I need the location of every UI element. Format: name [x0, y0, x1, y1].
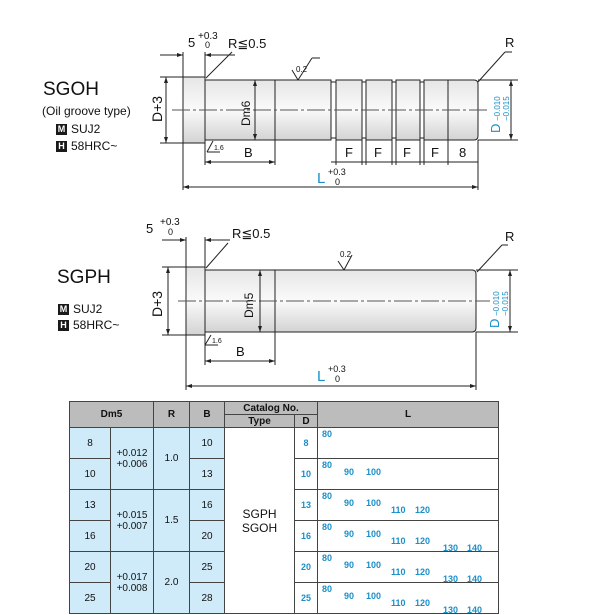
spec-table [69, 401, 499, 614]
l-value: 80 [322, 553, 333, 563]
sgph-shank-dia: Dm5 [242, 292, 256, 318]
tolerance-cell [111, 428, 154, 490]
l-value: 100 [366, 498, 382, 508]
sgph-head-tol: +0.3 [160, 217, 180, 228]
l-cell [318, 428, 499, 459]
l-value: 100 [366, 467, 382, 477]
sgph-l: L [317, 368, 326, 385]
tolerance-cell [111, 490, 154, 552]
sgph-r: R [505, 229, 515, 244]
l-value: 80 [322, 522, 333, 532]
l-value: 120 [415, 598, 431, 608]
tolerance-lower: +0.006 [116, 458, 148, 470]
sgoh-b: B [244, 145, 253, 160]
r-cell: 1.0 [154, 428, 190, 490]
l-value: 120 [415, 536, 431, 546]
dm5-cell: 13 [70, 490, 111, 521]
dm5-cell: 16 [70, 521, 111, 552]
sgoh-r: R [505, 35, 515, 50]
sgoh-shank-dia: Dm6 [239, 100, 253, 126]
d-cell: 20 [295, 552, 318, 583]
l-value: 90 [344, 467, 355, 477]
d-cell: 16 [295, 521, 318, 552]
sgph-finish: 0.2 [340, 250, 352, 259]
tolerance-upper: +0.017 [116, 571, 148, 583]
l-value: 130 [443, 543, 459, 553]
type-cell [225, 428, 295, 614]
l-value: 110 [391, 567, 406, 577]
l-value: 130 [443, 605, 459, 615]
type-value: SGOH [241, 520, 278, 535]
l-value: 80 [322, 584, 333, 594]
l-cell [318, 583, 499, 614]
sgph-radius-top: R≦0.5 [232, 226, 271, 241]
l-cell [318, 459, 499, 490]
sgph-l-tol: +0.3 [328, 364, 346, 374]
l-value: 90 [344, 529, 355, 539]
header-d: D [295, 415, 318, 428]
l-value: 80 [322, 429, 333, 439]
material-badge-icon: M [57, 123, 66, 134]
l-cell [318, 521, 499, 552]
sgph-d-right: D [487, 318, 502, 328]
tolerance-lower: +0.007 [116, 520, 148, 532]
r-cell: 2.0 [154, 552, 190, 614]
l-value: 110 [391, 536, 406, 546]
header-l: L [318, 402, 499, 428]
l-value: 120 [415, 505, 431, 515]
sgph-hardness-value: 58HRC~ [73, 318, 120, 332]
dm5-cell: 20 [70, 552, 111, 583]
sgph-head-dia: D+3 [149, 290, 165, 317]
l-value: 100 [366, 529, 382, 539]
sgoh-l-tol: +0.3 [328, 167, 346, 177]
sgoh-f-3: F [403, 145, 411, 160]
sgoh-hardness-value: 58HRC~ [71, 139, 118, 153]
l-value: 140 [467, 605, 483, 615]
l-value: 90 [344, 498, 355, 508]
l-cell [318, 490, 499, 521]
sgoh-finish: 0.2 [296, 65, 308, 74]
sgoh-l-tol0: 0 [335, 177, 341, 187]
header-dm5: Dm5 [70, 402, 154, 428]
sgph-tol-upper: −0.010 [492, 291, 501, 316]
sgoh-head-tol0: 0 [205, 40, 211, 50]
sgoh-head-len: 5 [188, 35, 196, 50]
sgoh-f-4: F [431, 145, 439, 160]
sgph-drawing [0, 205, 600, 395]
sgoh-material-value: SUJ2 [71, 122, 101, 136]
b-cell: 13 [190, 459, 225, 490]
dm5-cell: 8 [70, 428, 111, 459]
sgoh-radius-top: R≦0.5 [228, 36, 267, 51]
sgph-material-value: SUJ2 [73, 302, 103, 316]
l-value: 140 [467, 543, 483, 553]
sgph-title: SGPH [57, 267, 111, 288]
dm5-cell: 10 [70, 459, 111, 490]
sgoh-d-right: D [488, 123, 503, 133]
sgoh-f-1: F [345, 145, 353, 160]
hardness-badge-icon: H [56, 141, 67, 152]
sgoh-tol-lower: −0.015 [502, 96, 511, 121]
l-value: 110 [391, 598, 406, 608]
l-value: 120 [415, 567, 431, 577]
l-value: 90 [344, 591, 355, 601]
sgoh-finish-small: 1.6 [214, 145, 224, 152]
b-cell: 20 [190, 521, 225, 552]
l-value: 90 [344, 560, 355, 570]
header-catalog: Catalog No. [225, 402, 318, 415]
d-cell: 10 [295, 459, 318, 490]
tolerance-upper: +0.012 [116, 447, 148, 459]
tolerance-upper: +0.015 [116, 509, 148, 521]
sgoh-title: SGOH [43, 79, 99, 100]
l-value: 80 [322, 460, 333, 470]
sgph-head-len: 5 [146, 221, 154, 236]
l-value: 130 [443, 574, 459, 584]
l-value: 140 [467, 574, 483, 584]
l-value: 110 [391, 505, 406, 515]
sgoh-tol-upper: −0.010 [493, 96, 502, 121]
sgoh-subtitle: (Oil groove type) [42, 104, 131, 118]
b-cell: 16 [190, 490, 225, 521]
d-cell: 25 [295, 583, 318, 614]
sgph-finish-small: 1.6 [212, 338, 222, 345]
sgph-tol-lower: −0.015 [501, 291, 510, 316]
l-value: 100 [366, 560, 382, 570]
sgoh-f-2: F [374, 145, 382, 160]
b-cell: 10 [190, 428, 225, 459]
r-cell: 1.5 [154, 490, 190, 552]
tolerance-cell [111, 552, 154, 614]
sgoh-eight: 8 [459, 145, 467, 160]
sgph-head-tol0: 0 [168, 227, 174, 237]
material-badge-icon: M [59, 303, 68, 314]
l-value: 100 [366, 591, 382, 601]
sgoh-head-tol: +0.3 [198, 31, 218, 42]
dm5-cell: 25 [70, 583, 111, 614]
l-value: 80 [322, 491, 333, 501]
table-header-row [70, 402, 499, 415]
type-value: SGPH [242, 506, 277, 521]
sgph-l-tol0: 0 [335, 374, 341, 384]
table-row [70, 428, 499, 459]
sgph-b: B [236, 344, 245, 359]
l-cell [318, 552, 499, 583]
hardness-badge-icon: H [58, 320, 69, 331]
header-b: B [190, 402, 225, 428]
d-cell: 8 [295, 428, 318, 459]
b-cell: 28 [190, 583, 225, 614]
header-type: Type [225, 415, 295, 428]
d-cell: 13 [295, 490, 318, 521]
sgoh-drawing [0, 0, 600, 200]
header-r: R [154, 402, 190, 428]
b-cell: 25 [190, 552, 225, 583]
tolerance-lower: +0.008 [116, 582, 148, 594]
sgoh-l: L [317, 170, 326, 187]
sgoh-head-dia: D+3 [149, 95, 165, 122]
